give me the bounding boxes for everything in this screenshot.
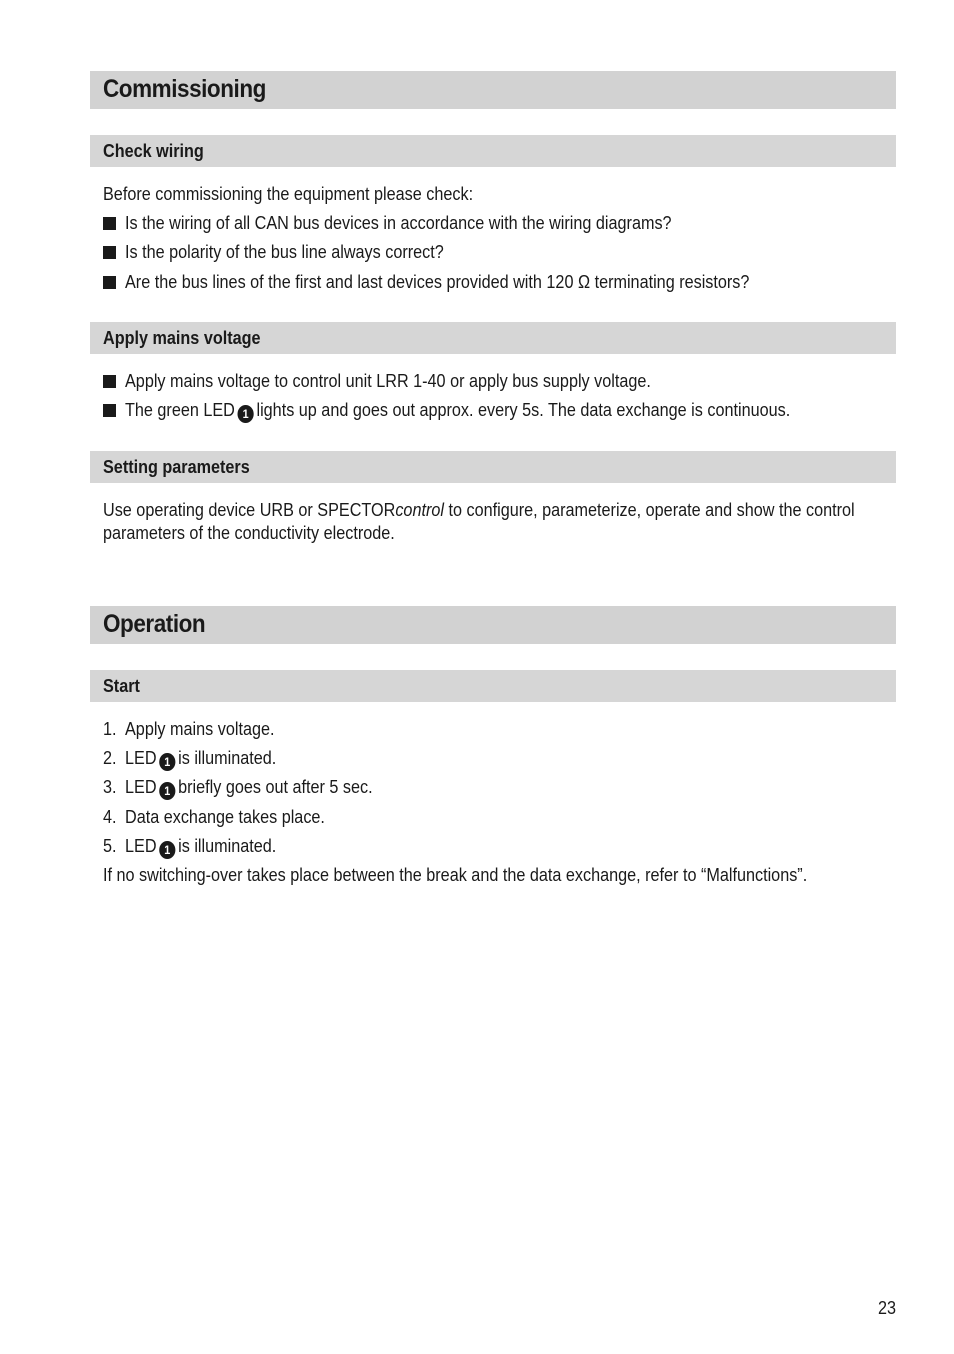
step-text-before: LED [125,777,157,797]
step-text [125,776,373,800]
step-number: 3. [103,777,117,797]
step-number: 4. [103,807,117,827]
square-bullet-icon [103,246,116,259]
setting-parameters-text-after: to configure, parameterize, operate and show the control parameters of the conductivity electrode. [103,500,855,543]
apply-mains-item-text [125,399,790,423]
apply-mains-heading: Apply mains voltage [103,328,261,348]
check-wiring-item-text: Are the bus lines of the first and last devices provided with 120 Ω terminating resistors? [125,272,750,292]
start-heading: Start [103,676,140,696]
step-text-before: LED [125,836,157,856]
operation-heading-bar [90,606,896,644]
step-text [125,747,276,771]
square-bullet-icon [103,404,116,417]
setting-parameters-text-before: Use operating device URB or SPECTOR [103,500,396,520]
step-number: 1. [103,719,117,739]
setting-parameters-heading: Setting parameters [103,457,250,477]
step-text: Apply mains voltage. [125,719,275,739]
square-bullet-icon [103,276,116,289]
apply-mains-heading-bar [90,322,896,354]
commissioning-heading: Commissioning [103,75,266,103]
step-text: Data exchange takes place. [125,807,325,827]
led-text-after: lights up and goes out approx. every 5s. The data exchange is continuous. [256,400,791,420]
step-text [125,835,276,859]
commissioning-heading-bar [90,71,896,109]
square-bullet-icon [103,217,116,230]
page-number: 23 [877,1298,896,1318]
check-wiring-heading: Check wiring [103,141,204,161]
square-bullet-icon [103,375,116,388]
start-note: If no switching-over takes place between the break and the data exchange, refer to “Malfunctions”. [103,865,808,885]
led-number-badge-icon: 1 [238,405,254,423]
check-wiring-item-text: Is the polarity of the bus line always correct? [125,242,444,262]
step-text-after: briefly goes out after 5 sec. [178,777,373,797]
step-text-after: is illuminated. [178,836,277,856]
step-number: 2. [103,748,117,768]
led-number-badge-icon: 1 [159,782,175,800]
setting-parameters-heading-bar [90,451,896,483]
led-number-badge-icon: 1 [159,841,175,859]
check-wiring-intro: Before commissioning the equipment please check: [103,184,474,204]
setting-parameters-text-italic: control [395,500,444,520]
step-text-after: is illuminated. [178,748,277,768]
operation-heading: Operation [103,610,206,638]
apply-mains-item-text: Apply mains voltage to control unit LRR 1-40 or apply bus supply voltage. [125,371,651,391]
check-wiring-item-text: Is the wiring of all CAN bus devices in accordance with the wiring diagrams? [125,213,672,233]
led-number-badge-icon: 1 [159,753,175,771]
step-text-before: LED [125,748,157,768]
start-heading-bar [90,670,896,702]
setting-parameters-text [103,499,886,545]
step-number: 5. [103,836,117,856]
check-wiring-heading-bar [90,135,896,167]
led-text-before: The green LED [125,400,235,420]
